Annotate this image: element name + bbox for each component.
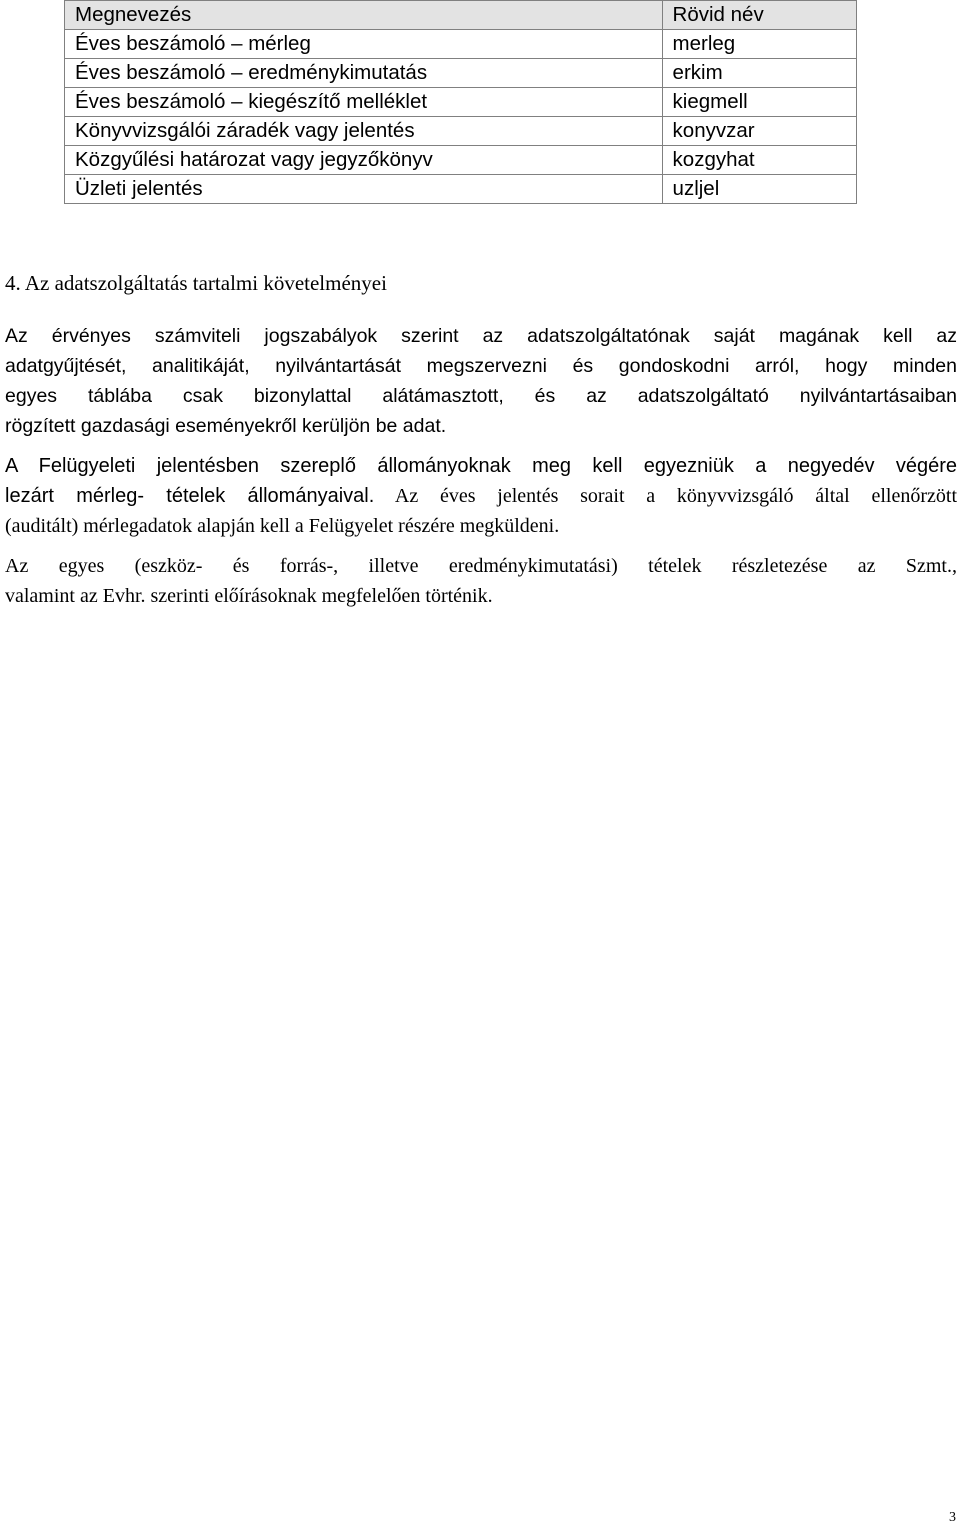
paragraph-line: (auditált) mérlegadatok alapján kell a Felügyelet részére megküldeni.	[5, 515, 560, 537]
paragraph-line: Az egyes (eszköz- és forrás-, illetve eredménykimutatási) tételek részletezése az Szmt.,	[5, 555, 957, 577]
paragraph-segment: lezárt mérleg- tételek állományaival.	[5, 485, 375, 507]
report-short-name-cell: uzljel	[662, 175, 856, 204]
paragraph-line: egyes táblába csak bizonylattal alátámasztott, és az adatszolgáltató nyilvántartásaiban	[5, 385, 957, 407]
paragraph-line	[5, 481, 957, 511]
table-row	[65, 175, 857, 204]
paragraph-line: valamint az Evhr. szerinti előírásoknak megfelelően történik.	[5, 585, 493, 607]
report-short-name-cell: merleg	[662, 30, 856, 59]
header-name-cell: Megnevezés	[65, 1, 663, 30]
report-name-cell: Könyvvizsgálói záradék vagy jelentés	[65, 117, 663, 146]
table-row	[65, 88, 857, 117]
paragraph-segment: Az éves jelentés sorait a könyvvizsgáló által ellenőrzött	[394, 485, 957, 507]
report-short-name-cell: konyvzar	[662, 117, 856, 146]
table-row	[65, 59, 857, 88]
table-row	[65, 146, 857, 175]
paragraph-line: rögzített gazdasági eseményekről kerüljön be adat.	[5, 415, 447, 437]
report-name-cell: Éves beszámoló – eredménykimutatás	[65, 59, 663, 88]
table-header-row	[65, 1, 857, 30]
report-short-name-cell: kozgyhat	[662, 146, 856, 175]
report-name-cell: Éves beszámoló – kiegészítő melléklet	[65, 88, 663, 117]
report-name-cell: Közgyűlési határozat vagy jegyzőkönyv	[65, 146, 663, 175]
table-row	[65, 117, 857, 146]
table-row	[65, 30, 857, 59]
paragraph-line: A Felügyeleti jelentésben szereplő állományoknak meg kell egyezniük a negyedév végére	[5, 455, 957, 477]
paragraph-line: adatgyűjtését, analitikáját, nyilvántartását megszervezni és gondoskodni arról, hogy minden	[5, 355, 957, 377]
paragraph-bookkeeping-requirements	[5, 321, 957, 441]
report-short-name-cell: erkim	[662, 59, 856, 88]
report-name-cell: Éves beszámoló – mérleg	[65, 30, 663, 59]
paragraph-itemization	[5, 551, 957, 611]
report-short-name-cell: kiegmell	[662, 88, 856, 117]
page-number: 3	[949, 1510, 956, 1525]
report-name-cell: Üzleti jelentés	[65, 175, 663, 204]
paragraph-supervisory-reports	[5, 451, 957, 541]
header-short-name-cell: Rövid név	[662, 1, 856, 30]
paragraph-line: Az érvényes számviteli jogszabályok szerint az adatszolgáltatónak saját magának kell az	[5, 325, 957, 347]
section-heading: 4. Az adatszolgáltatás tartalmi követelményei	[5, 271, 387, 295]
report-types-table	[64, 0, 857, 204]
